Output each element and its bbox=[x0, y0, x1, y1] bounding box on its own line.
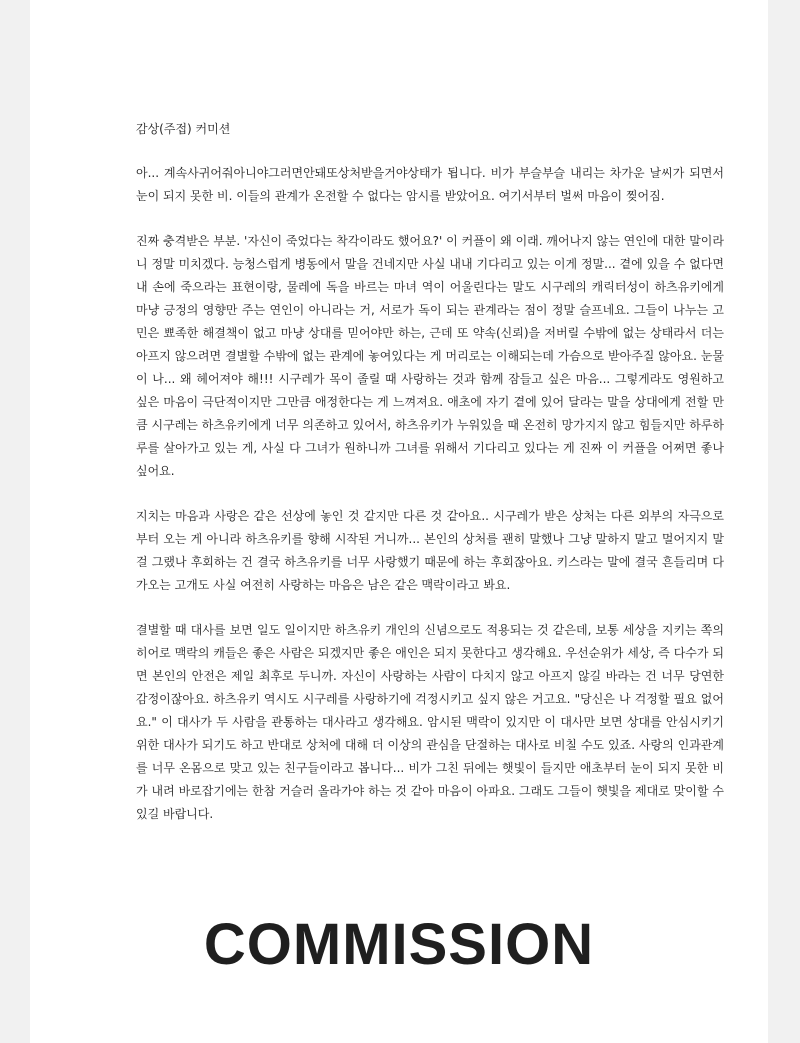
document-body bbox=[136, 118, 724, 848]
paragraph-3: 지치는 마음과 사랑은 같은 선상에 놓인 것 같지만 다른 것 같아요.. 시구레가 받은 상처는 다른 외부의 자극으로부터 오는 게 아니라 하츠유키를 향해 시작된 거니까... 본인의 상처를 괜히 말했나 그냥 말하지 말고 멀어지지 말 걸 그랬나 후회하는 건 결국 하츠유키를 너무 사랑했기 때문에 하는 후회잖아요. 키스라는 말에 결국 흔들리며 다가오는 고개도 사실 여전히 사랑하는 마음은 남은 같은 맥락이라고 봐요. bbox=[136, 509, 724, 592]
paragraph-1: 아... 계속사귀어줘아니야그러면안돼또상처받을거야상태가 됩니다. 비가 부슬부슬 내리는 차가운 날씨가 되면서 눈이 되지 못한 비. 이들의 관계가 온전할 수 없다는 암시를 받았어요. 여기서부터 벌써 마음이 찢어짐. bbox=[136, 166, 724, 203]
document-title: 감상(주접) 커미션 bbox=[136, 122, 231, 136]
paragraph-4: 결별할 때 대사를 보면 일도 일이지만 하츠유키 개인의 신념으로도 적용되는 것 같은데, 보통 세상을 지키는 쪽의 히어로 맥락의 캐들은 좋은 사람은 되겠지만 좋은 애인은 되지 못한다고 생각해요. 우선순위가 세상, 즉 다수가 되면 본인의 안전은 제일 최후로 두니까. 자신이 사랑하는 사람이 다치지 않고 아프지 않길 바라는 건 너무 당연한 감정이잖아요. 하츠유키 역시도 시구레를 사랑하기에 걱정시키고 싶지 않은 거고요. "당신은 나 걱정할 필요 없어요." 이 대사가 두 사람을 관통하는 대사라고 생각해요. 암시된 맥락이 있지만 이 대사만 보면 상대를 안심시키기 위한 대사가 되기도 하고 반대로 상처에 대해 더 이상의 관심을 단절하는 대사로 비칠 수도 있죠. 사랑의 인과관계를 너무 온몸으로 맞고 있는 친구들이라고 봅니다... 비가 그친 뒤에는 햇빛이 들지만 애초부터 눈이 되지 못한 비가 내려 바로잡기에는 한참 거슬러 올라가야 하는 것 같아 마음이 아파요. 그래도 그들이 햇빛을 제대로 맞이할 수 있길 바랍니다. bbox=[136, 623, 724, 821]
paragraph-2: 진짜 충격받은 부분. '자신이 죽었다는 착각이라도 했어요?' 이 커플이 왜 이래. 깨어나지 않는 연인에 대한 말이라니 정말 미치겠다. 능청스럽게 병동에서 말을 건네지만 사실 내내 기다리고 있는 이게 정말... 곁에 있을 수 없다면 내 손에 죽으라는 표현이랑, 물레에 독을 바르는 마녀 역이 어울린다는 말도 시구레의 캐릭터성이 하츠유키에게 마냥 긍정의 영향만 주는 연인이 아니라는 거, 서로가 독이 되는 관계라는 점이 정말 슬프네요. 그들이 나누는 고민은 뾰족한 해결책이 없고 마냥 상대를 믿어야만 하는, 근데 또 약속(신뢰)을 저버릴 수밖에 없는 상태라서 더는 아프지 않으려면 결별할 수밖에 없는 관계에 놓여있다는 게 머리로는 이해되는데 가슴으로 받아주질 않아요. 눈물이 나... 왜 헤어져야 해!!! 시구레가 목이 졸릴 때 사랑하는 것과 함께 잠들고 싶은 마음... 그렇게라도 영원하고 싶은 마음이 극단적이지만 그만큼 애정한다는 게 느껴져요. 애초에 자기 곁에 있어 달라는 말을 상대에게 전할 만큼 시구레는 하츠유키에게 너무 의존하고 있어서, 하츠유키가 누워있을 때 온전히 망가지지 않고 힘들지만 하루하루를 살아가고 있는 게, 사실 다 그녀가 원하니까 그녀를 위해서 기다리고 있다는 게 진짜 이 커플을 어쩌면 좋나 싶어요. bbox=[136, 234, 724, 478]
commission-heading: COMMISSION bbox=[203, 912, 595, 977]
document-page bbox=[30, 0, 768, 1043]
